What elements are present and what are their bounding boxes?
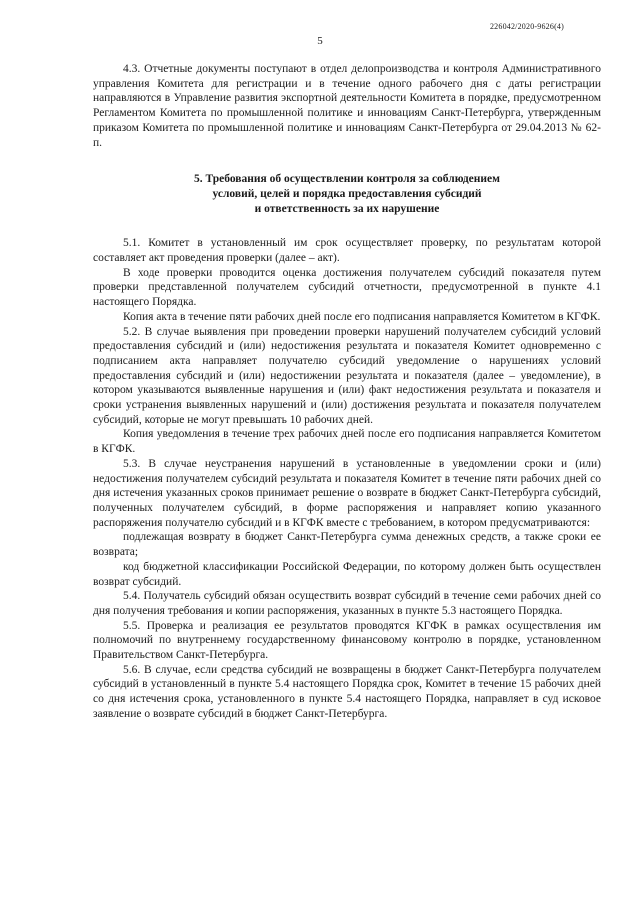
paragraph-5-3: 5.3. В случае неустранения нарушений в установленные в уведомлении сроки и (или) недостижения получателем субсидий результата и показателя Комитет в течение пяти рабочих дней со дня истечения указанных сроков принимает решение о возврате в бюджет Санкт-Петербурга субсидий, полученных получателем субсидий, в форме распоряжения и направляет копию указанного распоряжения получателю субсидий и в КГФК вместе с требованием, в котором предусматриваются: — [93, 457, 601, 529]
paragraph-5-1-copy: Копия акта в течение пяти рабочих дней после его подписания направляется Комитетом в КГФК. — [123, 310, 601, 323]
paragraph-5-2-copy: Копия уведомления в течение трех рабочих дней после его подписания направляется Комитетом в КГФК. — [93, 428, 601, 456]
paragraph-5-3-code: код бюджетной классификации Российской Федерации, по которому должен быть осуществлен возврат субсидий. — [93, 560, 601, 588]
paragraph-5-1-check: В ходе проверки проводится оценка достижения получателем субсидий показателя путем проверки представленной получателем субсидий отчетности, предусмотренной в пункте 4.1 настоящего Порядка. — [93, 266, 601, 309]
section-heading-line: и ответственность за их нарушение — [254, 202, 440, 215]
paragraph-5-1: 5.1. Комитет в установленный им срок осуществляет проверку, по результатам которой составляет акт проведения проверки (далее – акт). — [93, 237, 601, 265]
paragraph-5-5: 5.5. Проверка и реализация ее результатов проводятся КГФК в рамках осуществления им полномочий по внутреннему государственному финансовому контролю в порядке, установленном Правительством Санкт-Петербурга. — [93, 619, 601, 662]
paragraph-4-3: 4.3. Отчетные документы поступают в отдел делопроизводства и контроля Административного управления Комитета для регистрации и в течение одного рабочего дня с даты регистрации направляются в Управление развития экспортной деятельности Комитета в порядке, предусмотренном Регламентом Комитета по промышленной политике и инновациям Санкт-Петербурга, утвержденным приказом Комитета по промышленной политике и инновациям Санкт-Петербурга от 29.04.2013 № 62-п. — [93, 63, 601, 149]
page-number: 5 — [317, 35, 323, 47]
paragraph-5-4: 5.4. Получатель субсидий обязан осуществить возврат субсидий в течение семи рабочих дней со дня получения требования и копии распоряжения, указанных в пункте 5.3 настоящего Порядка. — [93, 590, 601, 617]
document-body — [93, 62, 601, 722]
section-heading — [93, 172, 601, 216]
section-heading-line: условий, целей и порядка предоставления субсидий — [212, 187, 482, 200]
section-heading-line: 5. Требования об осуществлении контроля за соблюдением — [194, 173, 500, 186]
paragraph-5-2: 5.2. В случае выявления при проведении проверки нарушений получателем субсидий условий предоставления субсидий и (или) недостижения результата и показателя Комитет одновременно с подписанием акта направляет получателю субсидий уведомление о нарушениях условий предоставления субсидий и (или) недостижении результата и показателя (далее – уведомление), в котором указываются выявленные нарушения и (или) факт недостижения результата и показателя и сроки устранения выявленных нарушений и (или) достижения результата и показателя получателем субсидий, которые не могут превышать 10 рабочих дней. — [93, 325, 601, 426]
document-id: 226042/2020-9626(4) — [489, 22, 564, 31]
paragraph-5-3-amount: подлежащая возврату в бюджет Санкт-Петербурга сумма денежных средств, а также сроки ее возврата; — [93, 531, 601, 559]
paragraph-5-6: 5.6. В случае, если средства субсидий не возвращены в бюджет Санкт-Петербурга получателем субсидий в установленный в пункте 5.4 настоящего Порядка срок, Комитет в течение 15 рабочих дней со дня истечения срока, установленного в пункте 5.4 настоящего Порядка, направляет в суд исковое заявление о возврате субсидий в бюджет Санкт-Петербурга. — [93, 663, 601, 720]
